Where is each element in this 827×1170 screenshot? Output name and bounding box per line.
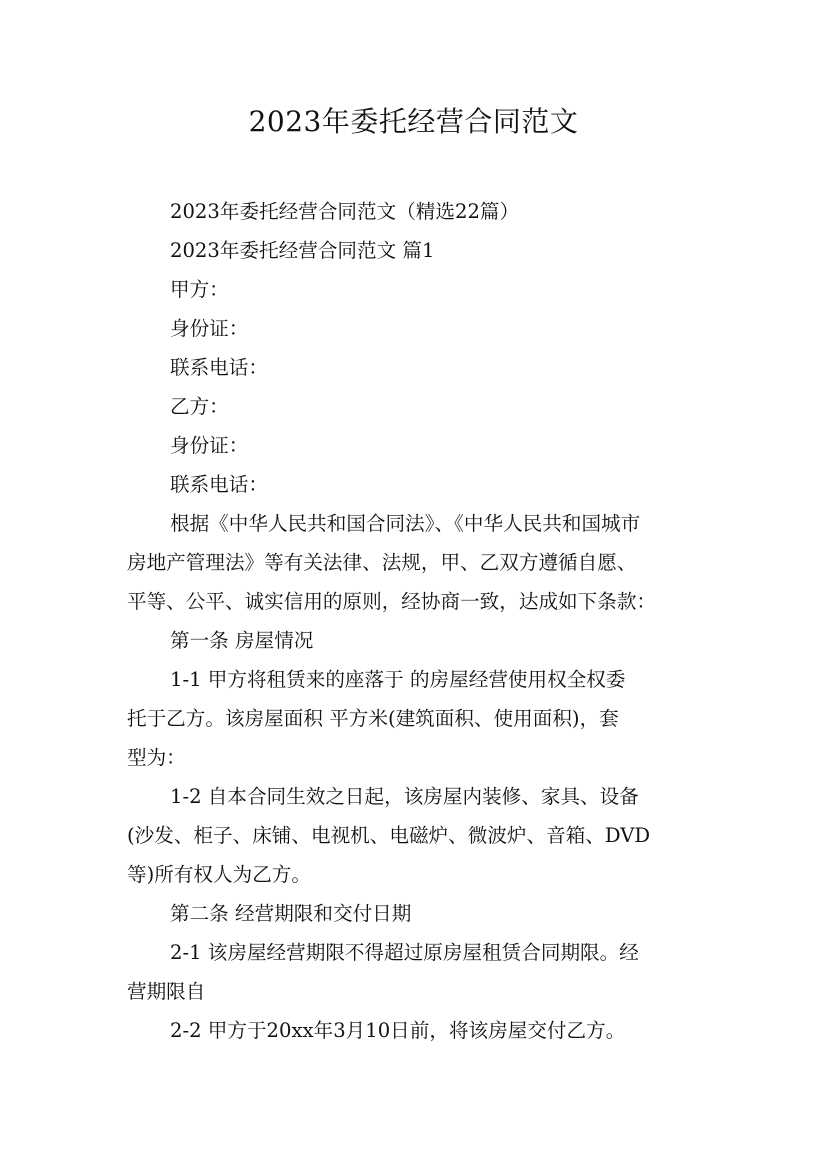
clause-line: 2-1 该房屋经营期限不得超过原房屋租赁合同期限。经	[170, 941, 639, 964]
clause-line: 等)所有权人为乙方。	[127, 863, 311, 886]
paragraph-line: 平等、公平、诚实信用的原则，经协商一致，达成如下条款：	[127, 590, 657, 613]
clause-line: 1-1 甲方将租赁来的座落于 的房屋经营使用权全权委	[170, 668, 626, 691]
party-b-id-label: 身份证：	[170, 434, 249, 457]
document-subtitle: 2023年委托经营合同范文（精选22篇）	[170, 200, 520, 223]
article-heading: 第二条 经营期限和交付日期	[170, 902, 412, 925]
paragraph-line: 根据《中华人民共和国合同法》、《中华人民共和国城市	[170, 512, 641, 535]
clause-line: 2-2 甲方于20xx年3月10日前，将该房屋交付乙方。	[170, 1019, 626, 1042]
clause-line: (沙发、柜子、床铺、电视机、电磁炉、微波炉、音箱、DVD	[127, 824, 651, 847]
party-a-id-label: 身份证：	[170, 317, 249, 340]
clause-line: 托于乙方。该房屋面积 平方米(建筑面积、使用面积)，套	[127, 707, 619, 730]
section-heading: 2023年委托经营合同范文 篇1	[170, 239, 435, 262]
article-heading: 第一条 房屋情况	[170, 629, 314, 652]
clause-line: 1-2 自本合同生效之日起，该房屋内装修、家具、设备	[170, 785, 639, 808]
document-title: 2023年委托经营合同范文	[248, 105, 579, 138]
party-b-label: 乙方：	[170, 395, 229, 418]
clause-line: 营期限自	[127, 980, 206, 1003]
clause-line: 型为：	[127, 746, 186, 769]
paragraph-line: 房地产管理法》等有关法律、法规，甲、乙双方遵循自愿、	[127, 551, 637, 574]
party-a-label: 甲方：	[170, 278, 229, 301]
party-b-phone-label: 联系电话：	[170, 473, 268, 496]
party-a-phone-label: 联系电话：	[170, 356, 268, 379]
document-body	[127, 192, 727, 1050]
